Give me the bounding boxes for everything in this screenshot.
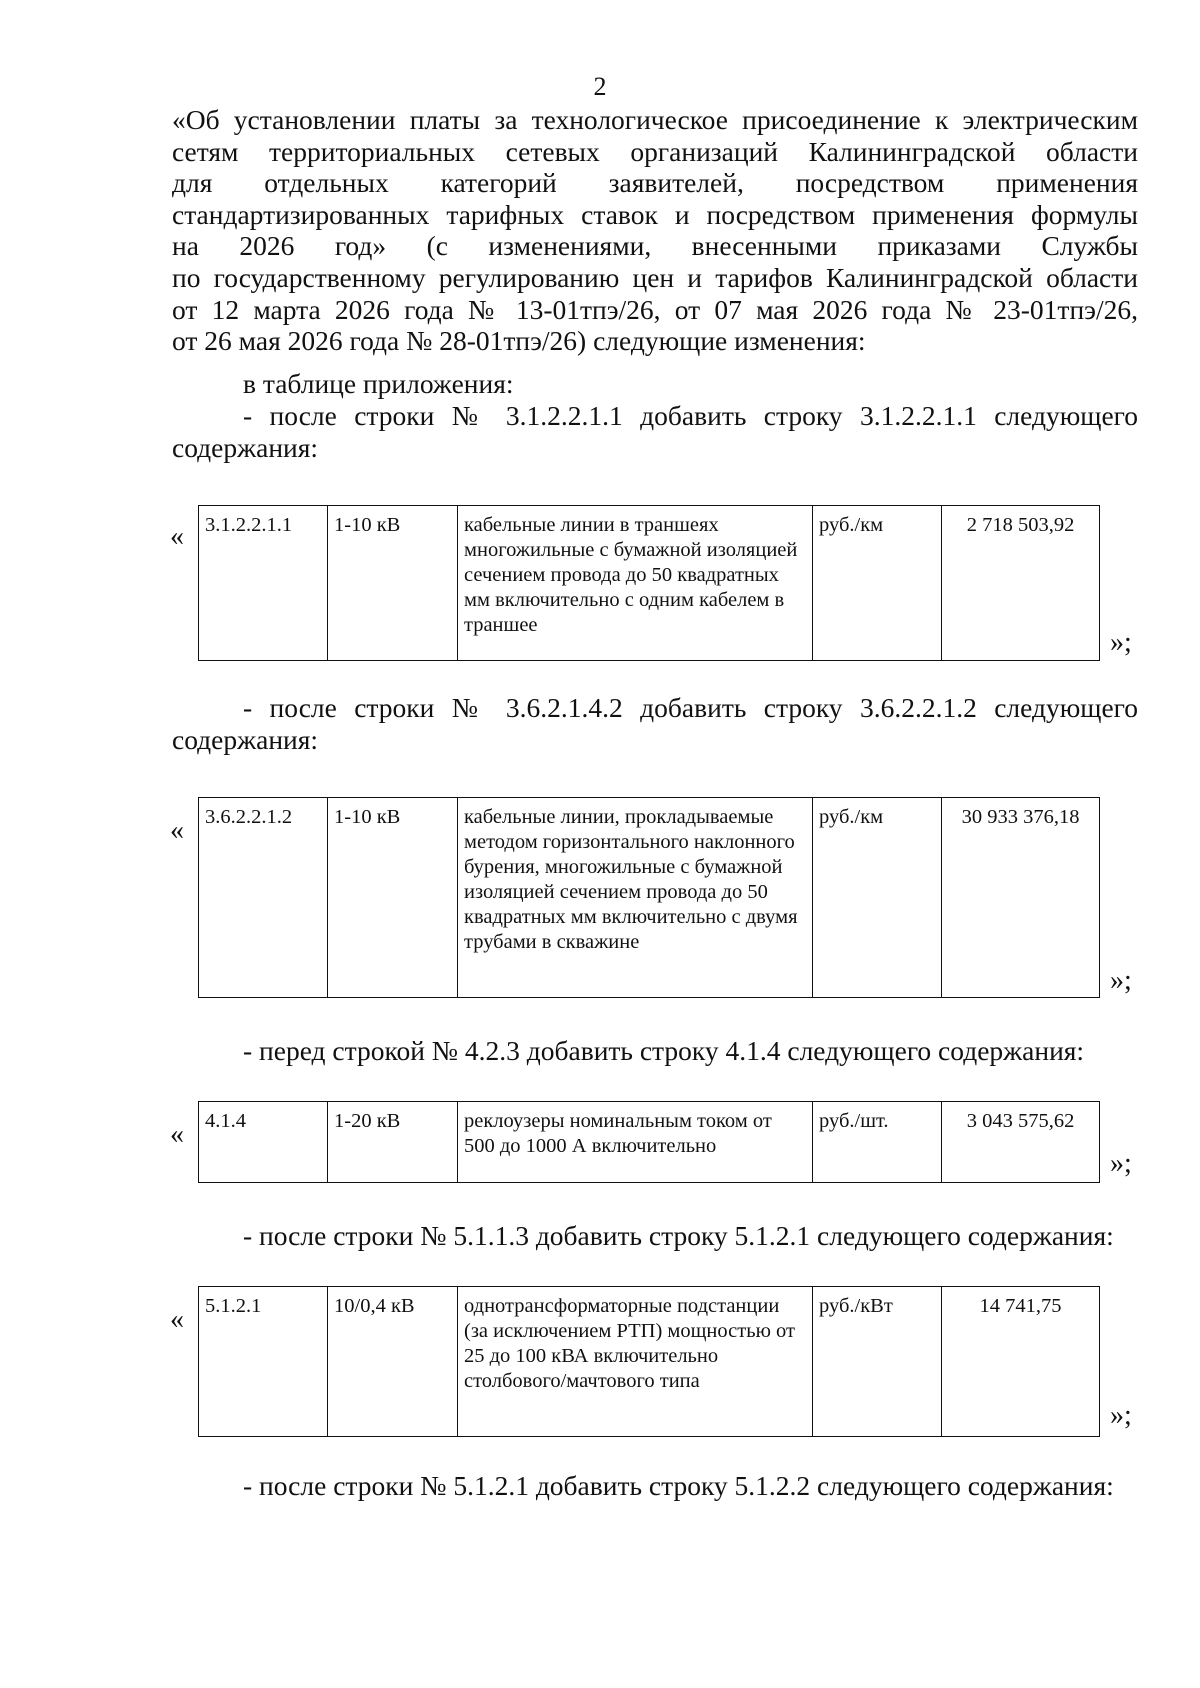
intro-line: на 2026 год» (с изменениями, внесенными приказами Службы xyxy=(172,230,1138,262)
row-description: реклоузеры номинальным током от 500 до 1000 А включительно xyxy=(458,1102,813,1183)
intro-line: от 12 марта 2026 года № 13-01тпэ/26, от 07 мая 2026 года № 23-01тпэ/26, xyxy=(172,293,1138,325)
table-note: в таблице приложения: xyxy=(243,368,514,399)
opening-quote: « xyxy=(170,1304,184,1335)
row-voltage: 1-10 кВ xyxy=(328,506,458,661)
row-voltage: 10/0,4 кВ xyxy=(328,1287,458,1437)
row-unit: руб./шт. xyxy=(813,1102,942,1183)
instruction-4: - после строки № 5.1.1.3 добавить строку 5.1.2.1 следующего содержания: xyxy=(243,1220,1114,1251)
table-row xyxy=(199,798,1100,998)
instruction-1 xyxy=(172,400,1138,463)
row-description: кабельные линии в траншеях многожильные с бумажной изоляцией сечением провода до 50 квадратных мм включительно с одним кабелем в траншее xyxy=(458,506,813,661)
instruction-line: содержания: xyxy=(172,431,319,463)
row-code: 4.1.4 xyxy=(199,1102,328,1183)
row-unit: руб./км xyxy=(813,506,942,661)
intro-line: сетям территориальных сетевых организаций Калининградской области xyxy=(172,135,1138,167)
intro-line: для отдельных категорий заявителей, посредством применения xyxy=(172,167,1138,199)
table-row xyxy=(199,1287,1100,1437)
intro-paragraph xyxy=(172,104,1138,357)
row-description: однотрансформаторные подстанции (за исключением РТП) мощностью от 25 до 100 кВА включительно столбового/мачтового типа xyxy=(458,1287,813,1437)
instruction-3: - перед строкой № 4.2.3 добавить строку 4.1.4 следующего содержания: xyxy=(243,1035,1085,1066)
row-rate: 2 718 503,92 xyxy=(942,506,1100,661)
insert-table-1 xyxy=(198,505,1100,661)
closing-quote: »; xyxy=(1110,1400,1132,1431)
insert-table-4 xyxy=(198,1286,1100,1437)
instruction-5: - после строки № 5.1.2.1 добавить строку 5.1.2.2 следующего содержания: xyxy=(243,1470,1114,1501)
table-row xyxy=(199,1102,1100,1183)
instruction-line: - после строки № 3.6.2.1.4.2 добавить строку 3.6.2.2.1.2 следующего xyxy=(243,692,1138,723)
instruction-line: содержания: xyxy=(172,723,319,755)
table-row xyxy=(199,506,1100,661)
intro-line: стандартизированных тарифных ставок и посредством применения формулы xyxy=(172,198,1138,230)
closing-quote: »; xyxy=(1110,965,1132,996)
insert-table-2 xyxy=(198,797,1100,998)
opening-quote: « xyxy=(170,815,184,846)
instruction-2 xyxy=(172,692,1138,755)
instruction-line: - после строки № 3.1.2.2.1.1 добавить строку 3.1.2.2.1.1 следующего xyxy=(243,400,1138,431)
insert-table-3 xyxy=(198,1101,1100,1183)
row-voltage: 1-10 кВ xyxy=(328,798,458,998)
row-code: 5.1.2.1 xyxy=(199,1287,328,1437)
intro-line: «Об установлении платы за технологическое присоединение к электрическим xyxy=(172,104,1138,135)
intro-line: от 26 мая 2026 года № 28-01тпэ/26) следующие изменения: xyxy=(172,325,866,357)
row-rate: 3 043 575,62 xyxy=(942,1102,1100,1183)
row-code: 3.1.2.2.1.1 xyxy=(199,506,328,661)
row-rate: 30 933 376,18 xyxy=(942,798,1100,998)
row-unit: руб./кВт xyxy=(813,1287,942,1437)
closing-quote: »; xyxy=(1110,1148,1132,1179)
opening-quote: « xyxy=(170,1119,184,1150)
row-code: 3.6.2.2.1.2 xyxy=(199,798,328,998)
row-voltage: 1-20 кВ xyxy=(328,1102,458,1183)
page-number: 2 xyxy=(593,72,607,101)
closing-quote: »; xyxy=(1110,627,1132,658)
row-description: кабельные линии, прокладываемые методом горизонтального наклонного бурения, многожильные с бумажной изоляцией сечением провода до 50 квадратных мм включительно с двумя трубами в скважине xyxy=(458,798,813,998)
intro-line: по государственному регулированию цен и тарифов Калининградской области xyxy=(172,261,1138,293)
opening-quote: « xyxy=(170,521,184,552)
row-rate: 14 741,75 xyxy=(942,1287,1100,1437)
row-unit: руб./км xyxy=(813,798,942,998)
